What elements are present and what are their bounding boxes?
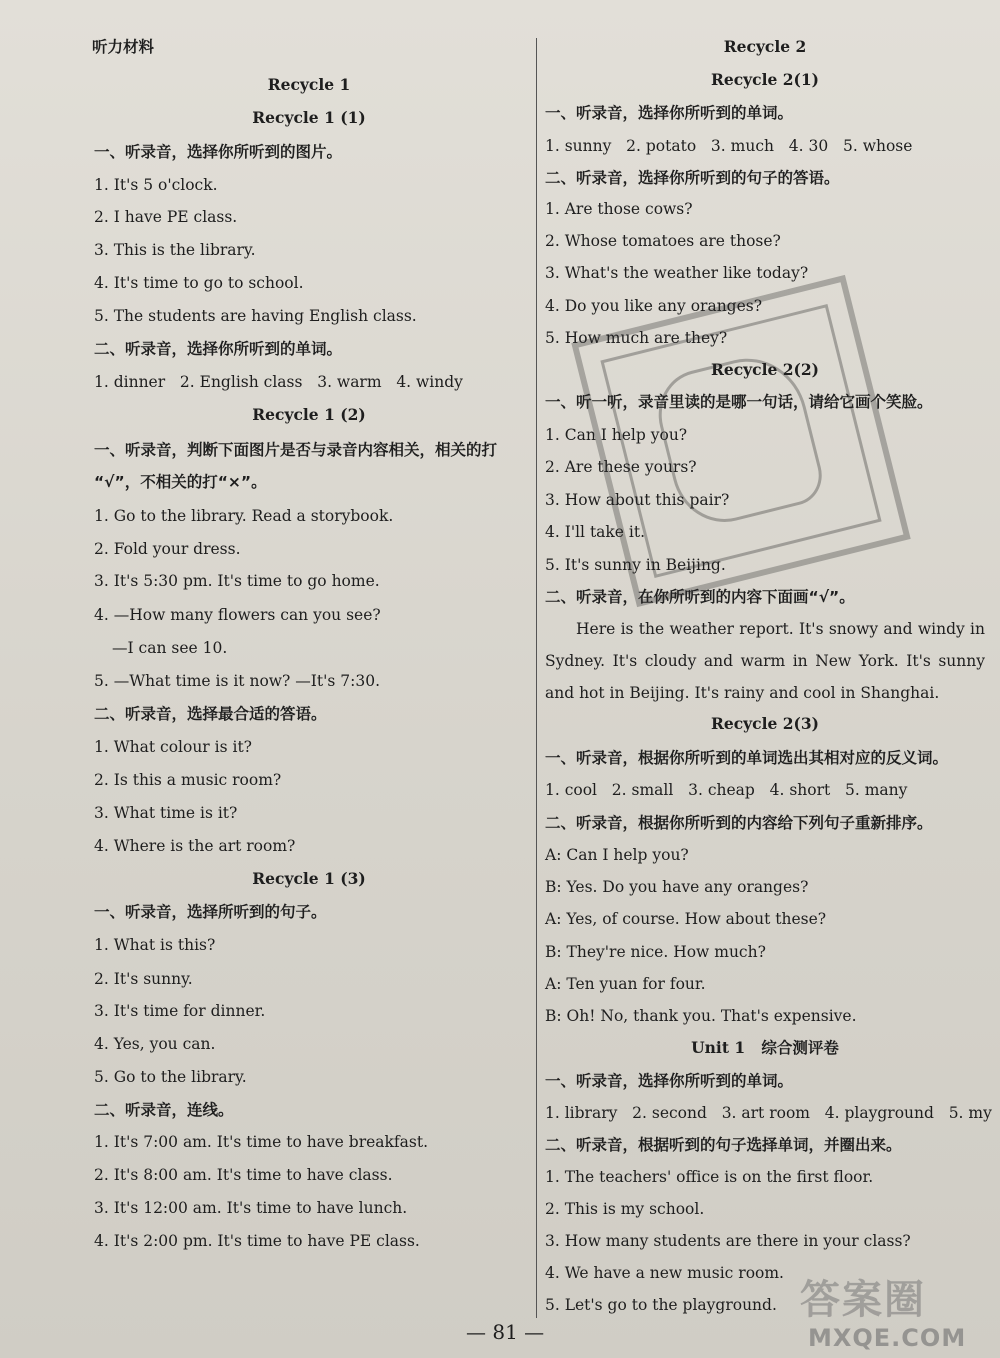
column-divider (536, 38, 537, 1318)
list-item: 1. It's 7:00 am. It's time to have breakfast. (94, 1133, 429, 1151)
list-item: 5. How much are they? (545, 329, 728, 347)
list-item: 2. Fold your dress. (94, 540, 241, 558)
list-item: 2. Whose tomatoes are those? (545, 232, 781, 250)
dialogue-line: A: Ten yuan for four. (545, 975, 706, 993)
list-item: 4. —How many flowers can you see? (94, 606, 381, 624)
list-item: 5. Go to the library. (94, 1068, 247, 1086)
list-item: 2. Are these yours? (545, 458, 697, 476)
section-header-label: 听力材料 (92, 38, 155, 56)
r1-2-section-1-line1: 一、听录音，判断下面图片是否与录音内容相关，相关的打 (94, 441, 498, 459)
weather-report-paragraph: Here is the weather report. It's snowy and windy in Sydney. It's cloudy and warm in New York. It's sunny and hot in Beijing. It's rainy and cool in Shanghai. (545, 620, 985, 702)
recycle2-1-title: Recycle 2(1) (710, 70, 819, 89)
r1-1-section-1: 一、听录音，选择你所听到的图片。 (94, 143, 343, 161)
r1-2-section-1-line2: “√”，不相关的打“×”。 (94, 473, 267, 491)
list-item: 3. It's 5:30 pm. It's time to go home. (94, 572, 380, 590)
list-item: 1. What is this? (94, 936, 216, 954)
list-item: 4. It's time to go to school. (94, 274, 304, 292)
list-item: 2. Is this a music room? (94, 771, 282, 789)
list-item: 3. This is the library. (94, 241, 256, 259)
list-item: 2. This is my school. (545, 1200, 705, 1218)
list-item: 4. I'll take it. (545, 523, 646, 541)
recycle1-3-title: Recycle 1 (3) (252, 869, 366, 888)
word-list: 1. library 2. second 3. art room 4. playground 5. my (545, 1104, 992, 1122)
dialogue-line: A: Yes, of course. How about these? (545, 910, 827, 928)
r1-1-section-2: 二、听录音，选择你所听到的单词。 (94, 340, 343, 358)
list-item: 1. What colour is it? (94, 738, 252, 756)
list-item: 5. Let's go to the playground. (545, 1296, 777, 1314)
list-item: 5. It's sunny in Beijing. (545, 556, 726, 574)
word-list: 1. sunny 2. potato 3. much 4. 30 5. whose (545, 137, 913, 155)
list-item: 5. —What time is it now? —It's 7:30. (94, 672, 381, 690)
list-item: 2. I have PE class. (94, 208, 238, 226)
list-item: 2. It's 8:00 am. It's time to have class. (94, 1166, 393, 1184)
word-list: 1. cool 2. small 3. cheap 4. short 5. many (545, 781, 908, 799)
list-item: 4. Yes, you can. (94, 1035, 216, 1053)
recycle2-2-title: Recycle 2(2) (710, 360, 819, 379)
watermark-en: MXQE.COM (808, 1324, 967, 1352)
recycle1-2-title: Recycle 1 (2) (252, 405, 366, 424)
u1-section-1: 一、听录音，选择你所听到的单词。 (545, 1072, 794, 1090)
word-list: 1. dinner 2. English class 3. warm 4. windy (94, 373, 463, 391)
r2-1-section-1: 一、听录音，选择你所听到的单词。 (545, 104, 794, 122)
r2-1-section-2: 二、听录音，选择你所听到的句子的答语。 (545, 169, 840, 187)
list-item: 1. Can I help you? (545, 426, 688, 444)
page-number: — 81 — (466, 1320, 545, 1344)
u1-section-2: 二、听录音，根据听到的句子选择单词，并圈出来。 (545, 1136, 902, 1154)
recycle1-title: Recycle 1 (267, 75, 351, 94)
watermark-logo (800, 1268, 990, 1354)
watermark-cn: 答案圈 (800, 1277, 926, 1323)
dialogue-line: B: Yes. Do you have any oranges? (545, 878, 809, 896)
list-item: —I can see 10. (112, 639, 228, 657)
list-item: 3. How about this pair? (545, 491, 730, 509)
r2-3-section-2: 二、听录音，根据你所听到的内容给下列句子重新排序。 (545, 814, 933, 832)
r1-3-section-2: 二、听录音，连线。 (94, 1101, 234, 1119)
r2-3-section-1: 一、听录音，根据你所听到的单词选出其相对应的反义词。 (545, 749, 949, 767)
list-item: 3. What time is it? (94, 804, 238, 822)
r2-2-section-2: 二、听录音，在你所听到的内容下面画“√”。 (545, 588, 855, 606)
list-item: 4. It's 2:00 pm. It's time to have PE class. (94, 1232, 420, 1250)
list-item: 3. It's 12:00 am. It's time to have lunch. (94, 1199, 408, 1217)
list-item: 3. What's the weather like today? (545, 264, 809, 282)
r2-2-section-1: 一、听一听，录音里读的是哪一句话，请给它画个笑脸。 (545, 393, 933, 411)
list-item: 1. It's 5 o'clock. (94, 176, 218, 194)
list-item: 3. It's time for dinner. (94, 1002, 266, 1020)
list-item: 4. Where is the art room? (94, 837, 296, 855)
dialogue-line: B: They're nice. How much? (545, 943, 766, 961)
recycle2-3-title: Recycle 2(3) (710, 714, 819, 733)
list-item: 1. The teachers' office is on the first floor. (545, 1168, 874, 1186)
list-item: 1. Are those cows? (545, 200, 693, 218)
list-item: 2. It's sunny. (94, 970, 193, 988)
recycle1-1-title: Recycle 1 (1) (252, 108, 366, 127)
list-item: 3. How many students are there in your class? (545, 1232, 911, 1250)
unit1-title: Unit 1 综合测评卷 (691, 1038, 839, 1057)
list-item: 4. Do you like any oranges? (545, 297, 763, 315)
r1-2-section-2: 二、听录音，选择最合适的答语。 (94, 705, 327, 723)
r1-3-section-1: 一、听录音，选择所听到的句子。 (94, 903, 327, 921)
list-item: 1. Go to the library. Read a storybook. (94, 507, 394, 525)
dialogue-line: A: Can I help you? (545, 846, 689, 864)
list-item: 5. The students are having English class. (94, 307, 417, 325)
recycle2-title: Recycle 2 (723, 37, 807, 56)
dialogue-line: B: Oh! No, thank you. That's expensive. (545, 1007, 857, 1025)
list-item: 4. We have a new music room. (545, 1264, 784, 1282)
